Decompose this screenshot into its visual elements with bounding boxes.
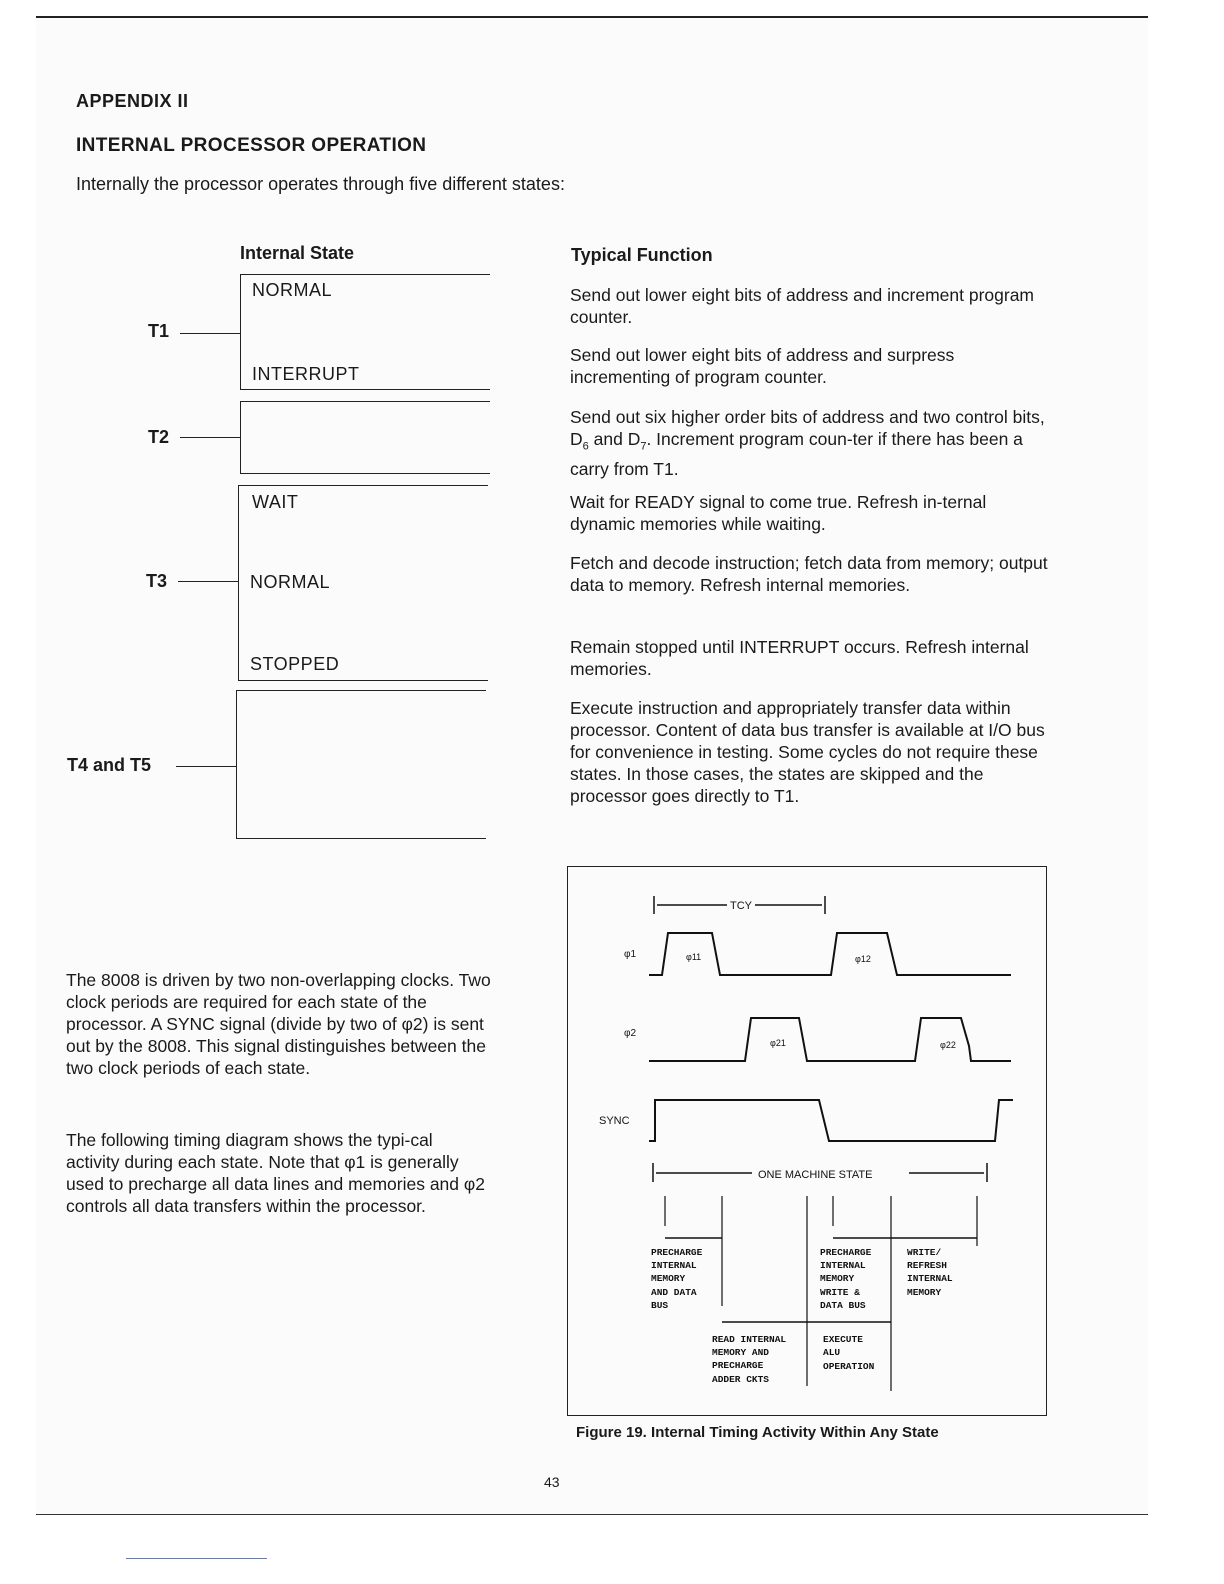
intro-text: Internally the processor operates through five different states:	[76, 174, 565, 194]
tcy-label: TCY	[730, 900, 752, 912]
precharge2-line4: WRITE &	[820, 1287, 860, 1298]
read-line3: PRECHARGE	[712, 1360, 764, 1371]
t1-box-bottom	[240, 389, 490, 390]
t1-box	[240, 274, 241, 389]
precharge1-line1: PRECHARGE	[651, 1247, 703, 1258]
t3-label: T3	[146, 571, 168, 591]
read-line1: READ INTERNAL	[712, 1334, 787, 1345]
precharge1-line3: MEMORY	[651, 1273, 686, 1284]
t45-box	[236, 690, 237, 838]
state-interrupt: INTERRUPT	[252, 364, 360, 384]
sync-waveform	[649, 1100, 1013, 1141]
write-line4: MEMORY	[907, 1287, 942, 1298]
t2-box-top	[240, 401, 490, 402]
precharge1-line2: INTERNAL	[651, 1260, 697, 1271]
t45-connector	[176, 766, 236, 767]
state-normal-t3: NORMAL	[250, 572, 331, 592]
phi2-waveform	[649, 1018, 1011, 1061]
sync-label: SYNC	[599, 1115, 630, 1127]
function-normal-t1: Send out lower eight bits of address and increment program counter.	[570, 285, 1035, 327]
t2-connector	[180, 437, 240, 438]
t45-box-bottom	[236, 838, 486, 839]
function-t4-t5: Execute instruction and appropriately transfer data within processor. Content of data bus transfer is available at I/O bus for convenience in testing. Some cycles do not require these states. In those cases, the states are skipped and the processor goes directly to T1.	[570, 698, 1045, 806]
function-interrupt: Send out lower eight bits of address and surpress incrementing of program counter.	[570, 345, 955, 387]
read-line4: ADDER CKTS	[712, 1374, 770, 1385]
t2-box	[240, 401, 241, 473]
bottom-rule	[36, 1514, 1148, 1515]
figure-caption: Figure 19. Internal Timing Activity Within Any State	[576, 1424, 939, 1441]
appendix-heading: APPENDIX II	[76, 91, 189, 111]
machine-state-label: ONE MACHINE STATE	[758, 1169, 873, 1181]
section-title: INTERNAL PROCESSOR OPERATION	[76, 135, 427, 156]
t2-label: T2	[148, 427, 170, 447]
t3-box-bottom	[238, 680, 488, 681]
precharge2-line5: DATA BUS	[820, 1300, 866, 1311]
state-wait: WAIT	[252, 492, 299, 512]
timing-paragraph: The following timing diagram shows the typi-cal activity during each state. Note that φ1 is generally used to precharge all data lines and memories and φ2 controls all data transfers within the processor.	[66, 1130, 485, 1216]
precharge2-line3: MEMORY	[820, 1273, 855, 1284]
phi2-label: φ2	[624, 1028, 637, 1039]
function-stopped: Remain stopped until INTERRUPT occurs. Refresh internal memories.	[570, 637, 1029, 679]
t45-label: T4 and T5	[67, 755, 152, 775]
top-rule	[36, 16, 1148, 18]
t3-box	[238, 485, 239, 680]
t3-box-top	[238, 485, 488, 486]
precharge2-line2: INTERNAL	[820, 1260, 866, 1271]
t3-connector	[178, 581, 238, 582]
function-normal-t3: Fetch and decode instruction; fetch data from memory; output data to memory. Refresh internal memories.	[570, 553, 1048, 595]
internal-state-heading: Internal State	[240, 243, 355, 263]
precharge1-line4: AND DATA	[651, 1287, 697, 1298]
precharge1-line5: BUS	[651, 1300, 669, 1311]
execute-line3: OPERATION	[823, 1361, 875, 1372]
timing-diagram	[567, 866, 1047, 1416]
typical-function-heading: Typical Function	[571, 245, 713, 265]
write-line3: INTERNAL	[907, 1273, 953, 1284]
write-line1: WRITE/	[907, 1247, 942, 1258]
state-normal-t1: NORMAL	[252, 280, 333, 300]
phi1-waveform	[649, 933, 1011, 975]
t1-box-top	[240, 274, 490, 275]
phi11-label: φ11	[686, 952, 702, 962]
page-number: 43	[544, 1474, 560, 1490]
footer-link-line	[126, 1558, 267, 1559]
read-line2: MEMORY AND	[712, 1347, 770, 1358]
clock-paragraph: The 8008 is driven by two non-overlapping clocks. Two clock periods are required for each state of the processor. A SYNC signal (divide by two of φ2) is sent out by the 8008. This signal distinguishes between the two clock periods of each state.	[66, 970, 491, 1078]
t1-connector	[180, 333, 240, 334]
phi22-label: φ22	[940, 1040, 956, 1050]
phi12-label: φ12	[855, 954, 871, 964]
function-wait: Wait for READY signal to come true. Refresh in-ternal dynamic memories while waiting.	[570, 492, 987, 534]
t2-box-bottom	[240, 473, 490, 474]
execute-line1: EXECUTE	[823, 1334, 863, 1345]
state-stopped: STOPPED	[250, 654, 340, 674]
function-t2: Send out six higher order bits of address and two control bits, $D_6$ and $D_7$. Increment program coun-ter if there has been a carry from T1.	[570, 407, 1045, 479]
precharge2-line1: PRECHARGE	[820, 1247, 872, 1258]
phi21-label: φ21	[770, 1038, 786, 1048]
t45-box-top	[236, 690, 486, 691]
write-line2: REFRESH	[907, 1260, 947, 1271]
t1-label: T1	[148, 321, 170, 341]
phi1-label: φ1	[624, 949, 637, 960]
execute-line2: ALU	[823, 1347, 841, 1358]
